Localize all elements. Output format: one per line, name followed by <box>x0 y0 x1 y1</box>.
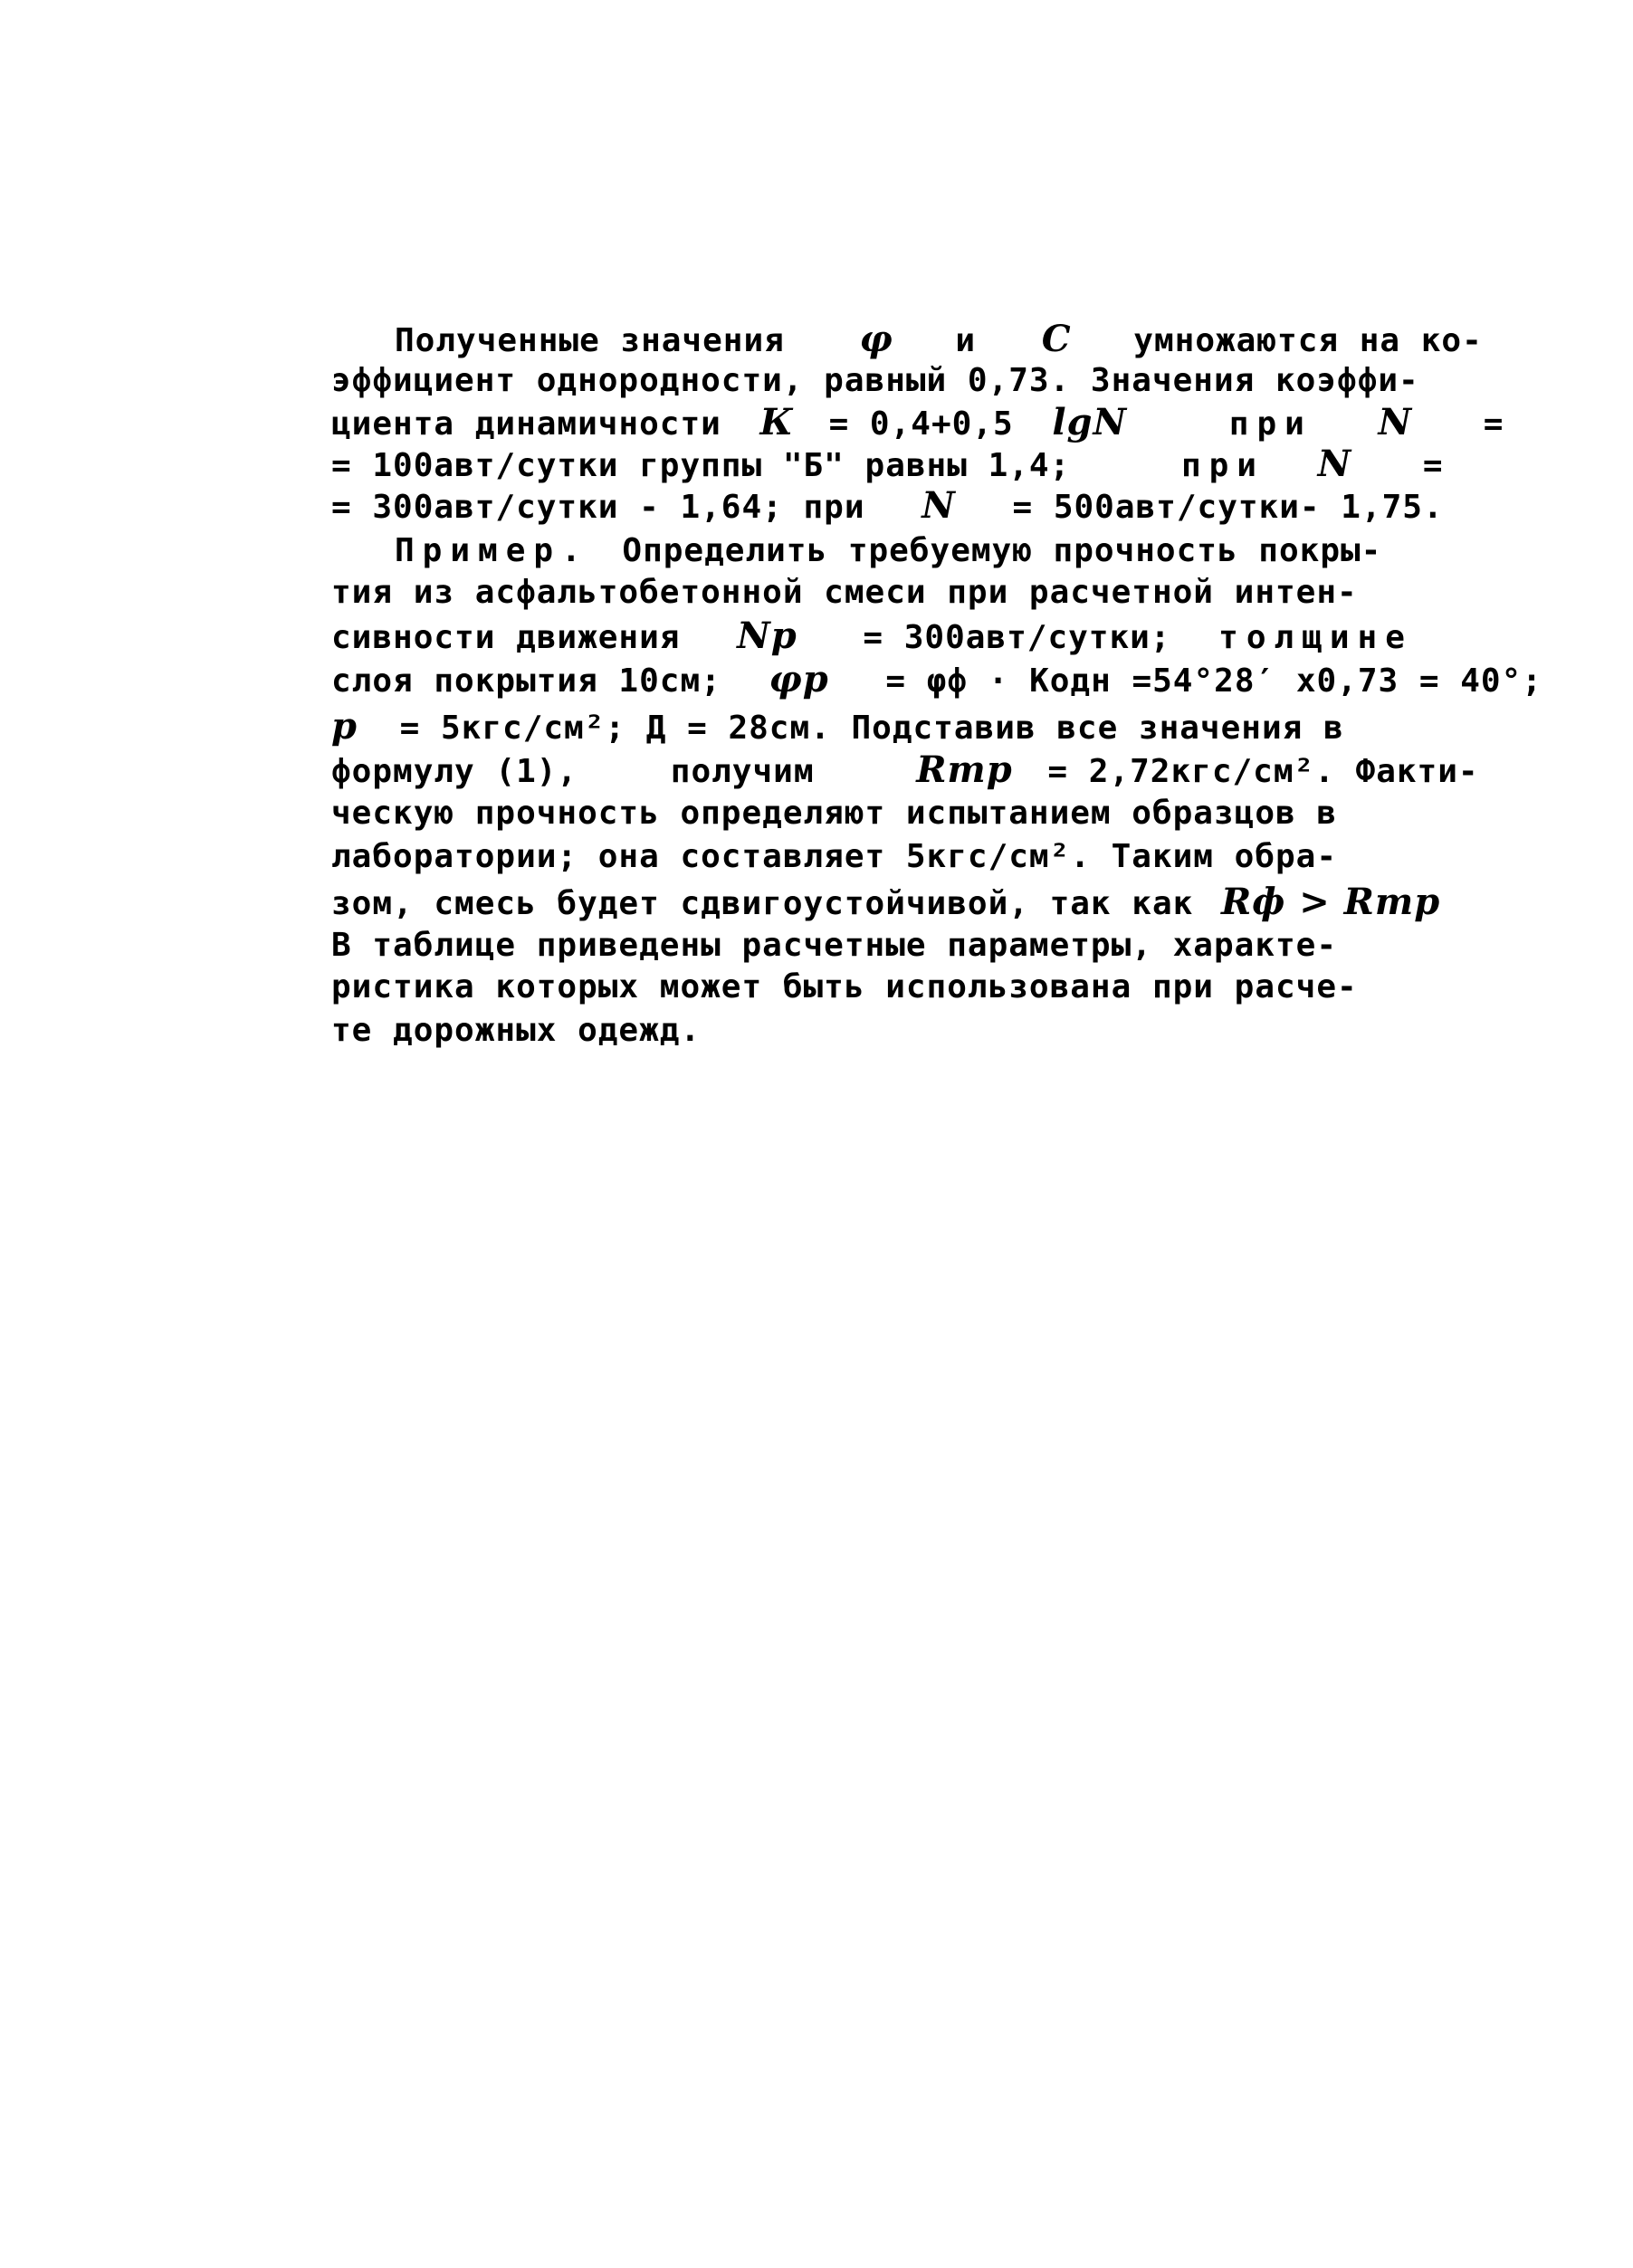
text-line-11 <box>331 749 1479 791</box>
text-fragment: = 2,72кгс/см². Факти- <box>1047 753 1479 790</box>
text-line-14 <box>331 881 1440 923</box>
text-fragment: формулу (1), <box>331 753 578 790</box>
r-comparison-symbol: Rф > Rтр <box>1221 881 1441 923</box>
text-fragment: те дорожных одежд. <box>331 1012 702 1049</box>
c-symbol: С <box>1041 318 1072 360</box>
p-symbol: p <box>331 705 358 748</box>
text-line-17 <box>331 1010 701 1052</box>
text-fragment: зом, смесь будет сдвигоустойчивой, так как <box>331 885 1194 922</box>
text-fragment: В таблице приведены расчетные параметры, характе- <box>331 927 1338 964</box>
n-symbol: N <box>1317 443 1352 485</box>
formula-fragment: = φф · Kодн =54°28′ х0,73 = 40°; <box>885 662 1542 700</box>
text-fragment: получим <box>670 753 815 790</box>
text-fragment: сивности движения <box>331 619 681 656</box>
text-fragment: Полученные значения <box>395 322 785 359</box>
text-line-12 <box>331 793 1337 834</box>
text-line-6 <box>395 530 1381 572</box>
text-fragment: и <box>955 322 977 359</box>
text-line-10 <box>331 706 1344 748</box>
text-fragment: толщине <box>1218 619 1413 656</box>
text-fragment: = <box>1422 447 1444 484</box>
text-fragment: при <box>1180 447 1265 484</box>
text-fragment: лаборатории; она составляет 5кгс/см². Таким обра- <box>331 838 1338 875</box>
text-fragment: = <box>1483 405 1504 443</box>
text-fragment: умножаются на ко- <box>1133 322 1483 359</box>
example-label: Пример. <box>395 532 589 569</box>
text-fragment: Определить требуемую прочность покры- <box>622 532 1382 569</box>
n-symbol: N <box>1378 401 1413 443</box>
text-line-16 <box>331 967 1358 1008</box>
text-line-1 <box>395 319 1483 360</box>
text-fragment: = 100авт/сутки группы "Б" равны 1,4; <box>331 447 1071 484</box>
np-symbol: Np <box>737 615 797 657</box>
text-line-4 <box>331 443 1444 485</box>
text-fragment: эффициент однородности, равный 0,73. Значения коэффи- <box>331 362 1419 399</box>
text-line-5 <box>331 485 1444 527</box>
text-fragment: циента динамичности <box>331 405 721 443</box>
text-fragment: = 300авт/сутки; <box>863 619 1171 656</box>
text-fragment: при <box>1228 405 1313 443</box>
text-line-13 <box>331 836 1337 878</box>
n-symbol: N <box>922 484 956 527</box>
k-symbol: К <box>759 401 794 443</box>
text-line-7 <box>331 572 1358 614</box>
text-fragment: ческую прочность определяют испытанием образцов в <box>331 795 1338 832</box>
text-line-9 <box>331 659 1542 700</box>
text-fragment: ристика которых может быть использована при расче- <box>331 968 1358 1005</box>
text-fragment: слоя покрытия 10см; <box>331 662 721 700</box>
text-fragment: = 0,4+0,5 <box>828 405 1014 443</box>
text-line-15 <box>331 925 1337 967</box>
phi-symbol: φ <box>859 318 893 360</box>
phi-p-symbol: φp <box>769 658 829 700</box>
lgn-symbol: lgN <box>1052 401 1128 443</box>
text-fragment: тия из асфальтобетонной смеси при расчетной интен- <box>331 574 1358 611</box>
text-line-3 <box>331 402 1504 443</box>
text-fragment: = 500авт/сутки- 1,75. <box>1012 489 1444 526</box>
text-line-2 <box>331 360 1419 402</box>
text-fragment: = 5кгс/см²; Д = 28см. Подставив все значения в <box>399 710 1344 747</box>
text-fragment: = 300авт/сутки - 1,64; при <box>331 489 865 526</box>
r-tr-symbol: Rтр <box>916 748 1013 791</box>
text-line-8 <box>331 615 1413 657</box>
